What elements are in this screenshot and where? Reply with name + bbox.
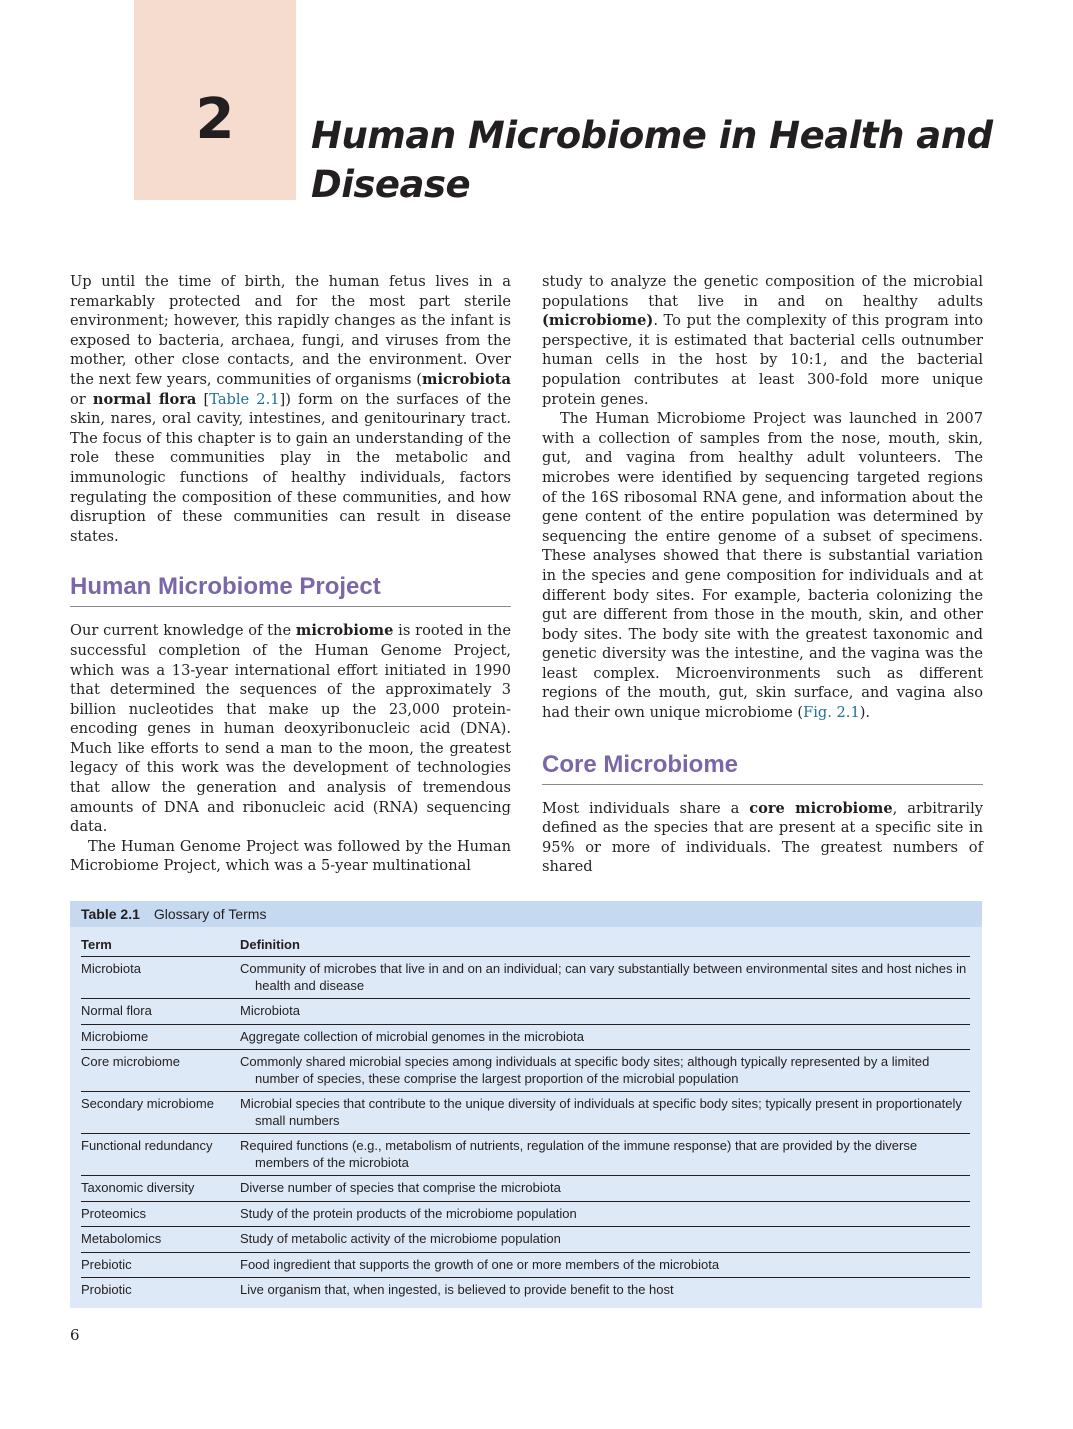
table-cell-term: Microbiota [81,961,141,976]
table-cell-term: Proteomics [81,1205,147,1221]
chapter-title: Human Microbiome in Health and Disease [311,114,993,206]
table-row [81,957,970,999]
chapter-number: 2 [195,87,235,152]
table-cell-definition: Commonly shared microbial species among individuals at specific body sites; although typically represented by a limited number of species, these comprise the largest proportion of the microbial population [240,1054,930,1086]
section-heading-human-microbiome-project: Human Microbiome Project [70,572,511,607]
table-cell-definition: Food ingredient that supports the growth of one or more members of the microbiota [240,1256,720,1272]
table-cell-term: Taxonomic diversity [81,1180,195,1195]
table-cell-definition: Study of metabolic activity of the microbiome population [240,1231,561,1246]
table-cell-term: Secondary microbiome [81,1096,214,1111]
table-cell-definition: Diverse number of species that comprise the microbiota [240,1180,561,1195]
table-2-1-link[interactable]: Table 2.1 [209,390,280,408]
chapter-number-box [134,0,296,200]
table-body [70,957,982,1303]
table-row [81,1227,970,1253]
table-header-row [81,927,970,957]
paragraph: The Human Genome Project was followed by the Human Microbiome Project, which was a 5-year multinational [70,837,511,875]
table-row [81,1092,970,1134]
table-caption: Glossary of Terms [153,906,267,922]
table-cell-definition: Aggregate collection of microbial genomes in the microbiota [240,1028,584,1044]
glossary-table [70,901,982,1308]
table-row [81,999,970,1025]
table-cell-term: Functional redundancy [81,1138,213,1153]
paragraph: The Human Microbiome Project was launched in 2007 with a collection of samples from the nose, mouth, skin, gut, and vagina from healthy adult volunteers. The microbes were identified by sequencing targeted regions of the 16S ribosomal RNA gene, and information about the gene content of the entire population was determined by sequencing the entire genome of a subset of specimens. These analyses showed that there is substantial variation in the species and gene composition for individuals and at different body sites. For example, bacteria colonizing the gut are different from those in the mouth, skin, and other body sites. The body site with the greatest taxonomic and genetic diversity was the intestine, and the vagina was the least complex. Microenvironments such as different regions of the mouth, gut, skin surface, and vagina also had their own unique microbiome (Fig. 2.1). [542,410,983,722]
table-cell-definition: Study of the protein products of the microbiome population [240,1205,577,1221]
paragraph: Most individuals share a core microbiome, arbitrarily defined as the species that are present at a specific site in 95% or more of individuals. The greatest numbers of shared [542,799,983,876]
table-row [81,1050,970,1092]
table-cell-term: Normal flora [81,1003,152,1018]
table-cell-definition: Required functions (e.g., metabolism of nutrients, regulation of the immune response) that are provided by the diverse members of the microbiota [240,1138,918,1170]
table-header-definition: Definition [240,937,300,952]
table-row [81,1202,970,1228]
table-row [81,1176,970,1202]
right-column [542,272,983,877]
table-cell-definition: Microbiota [240,1003,300,1018]
table-row [81,1134,970,1176]
table-title-bar [70,901,982,927]
table-cell-term: Microbiome [81,1028,149,1044]
section-heading-core-microbiome: Core Microbiome [542,750,983,785]
table-row [81,1278,970,1303]
paragraph: study to analyze the genetic composition of the microbial populations that live in and on healthy adults (microbiome). To put the complexity of this program into perspective, it is estimated that bacterial cells outnumber human cells in the host by 10:1, and the bacterial population contributes at least 300-fold more unique protein genes. [542,273,983,408]
intro-paragraph: Up until the time of birth, the human fetus lives in a remarkably protected and for the most part sterile environment; however, this rapidly changes as the infant is exposed to bacteria, archaea, fungi, and viruses from the mother, other close contacts, and the environment. Over the next few years, communities of organisms (microbiota or normal flora [Table 2.1]) form on the surfaces of the skin, nares, oral cavity, intestines, and genitourinary tract. The focus of this chapter is to gain an understanding of the role these communities play in the metabolic and immunologic functions of healthy individuals, factors regulating the composition of these communities, and how disruption of these communities can result in disease states. [70,273,512,545]
table-cell-term: Prebiotic [81,1256,132,1272]
left-column [70,272,511,876]
figure-2-1-link[interactable]: Fig. 2.1 [803,704,860,722]
table-cell-term: Core microbiome [81,1054,180,1069]
table-cell-term: Metabolomics [81,1231,162,1246]
table-label: Table 2.1 [81,906,140,922]
table-header-term: Term [81,937,112,952]
table-row [81,1253,970,1279]
table-cell-definition: Microbial species that contribute to the unique diversity of individuals at specific body sites; typically present in proportionately small numbers [240,1096,962,1128]
paragraph: Our current knowledge of the microbiome is rooted in the successful completion of the Human Genome Project, which was a 13-year international effort initiated in 1990 that determined the sequences of the approximately 3 billion nucleotides that make up the 23,000 protein-encoding genes in human deoxyribonucleic acid (DNA). Much like efforts to send a man to the moon, the greatest legacy of this work was the development of technologies that allow the generation and analysis of tremendous amounts of DNA and ribonucleic acid (RNA) sequencing data. [70,622,511,836]
table-cell-term: Probiotic [81,1282,132,1297]
page-number: 6 [70,1326,80,1344]
table-cell-definition: Live organism that, when ingested, is believed to provide benefit to the host [240,1282,674,1297]
table-row [81,1025,970,1051]
table-cell-definition: Community of microbes that live in and on an individual; can vary substantially between environmental sites and host niches in health and disease [240,961,967,993]
